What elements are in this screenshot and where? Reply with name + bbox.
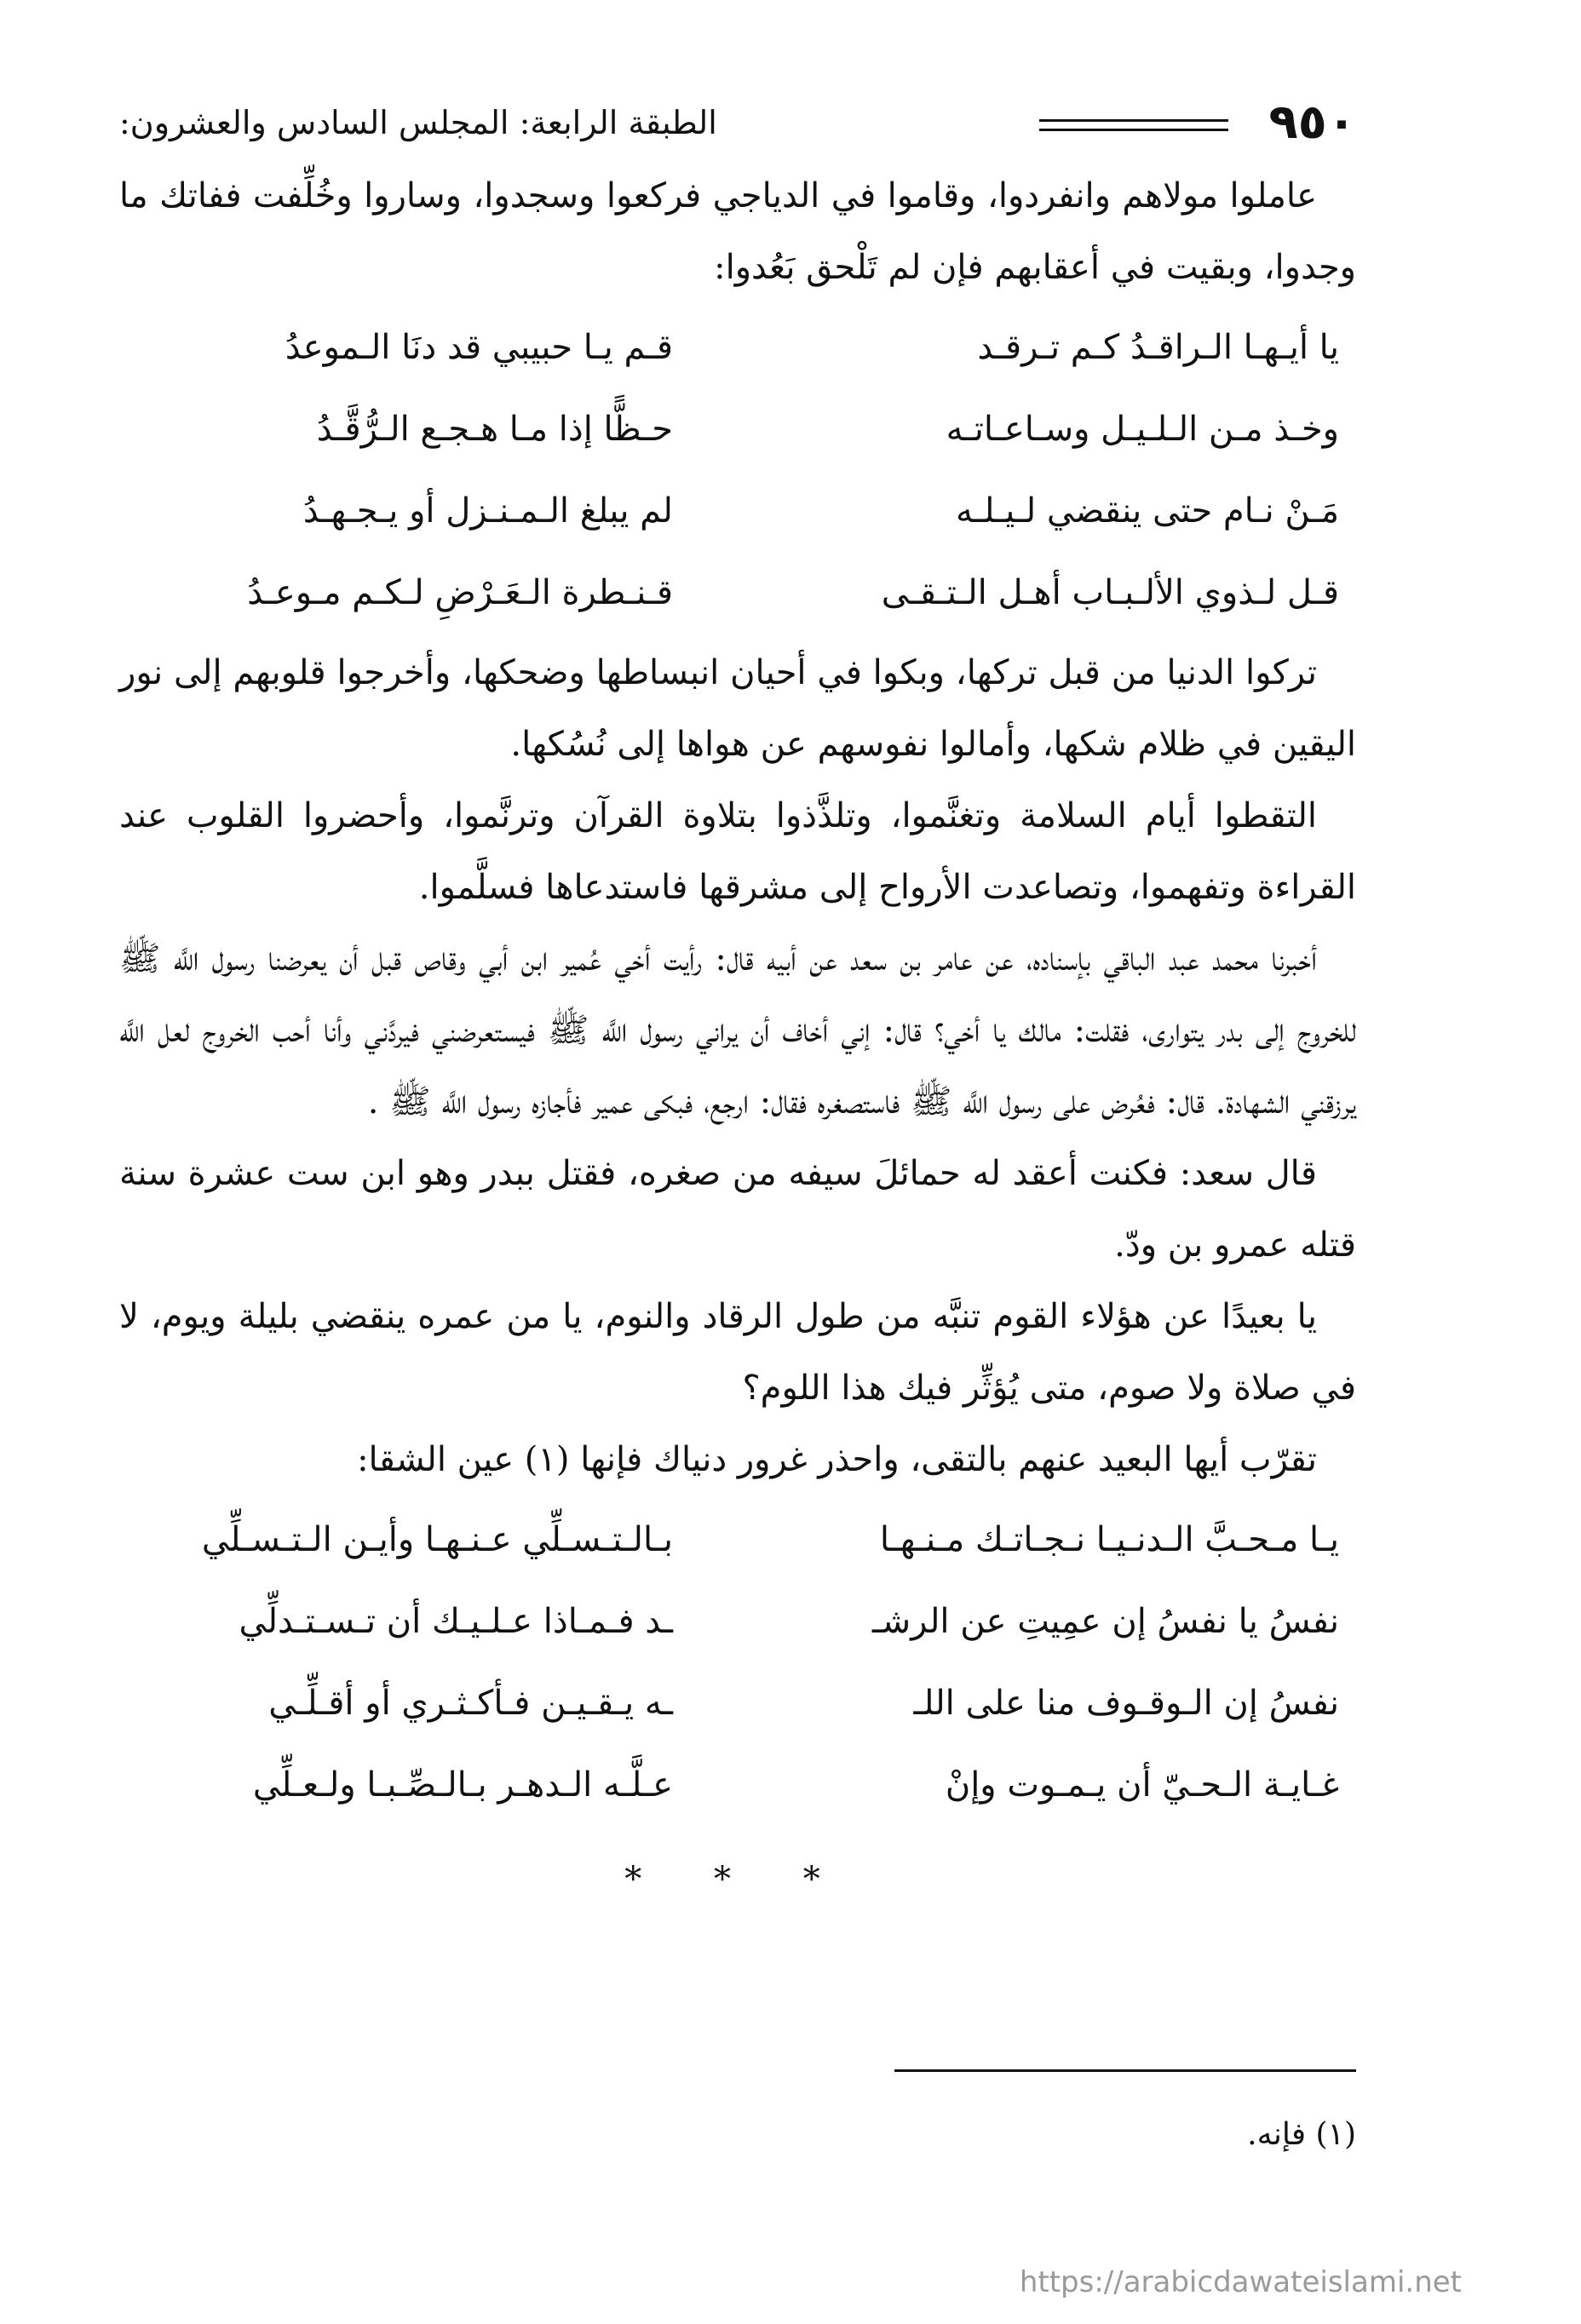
watermark-url: https://arabicdawateislami.net bbox=[1019, 2265, 1462, 2299]
verse-line bbox=[119, 1744, 1356, 1826]
footnote: (١) فإنه. bbox=[1247, 2117, 1356, 2152]
verse-second-hemistich: حـظًّا إذا مـا هـجـع الـرُّقَّـدُ bbox=[316, 410, 673, 449]
paragraph: تركوا الدنيا من قبل تركها، وبكوا في أحيان انبساطها وضحكها، وأخرجوا قلوبهم إلى نور اليقين في ظلام شكها، وأمالوا نفوسهم عن هواها إلى نُسُكها. bbox=[119, 653, 1356, 764]
verse-first-hemistich: مَـنْ نـام حتى ينقضي لـيـلـه bbox=[956, 491, 1339, 531]
verse-first-hemistich: نفسُ يا نفسُ إن عمِيتِ عن الرشـ bbox=[871, 1602, 1339, 1641]
verse-line bbox=[119, 552, 1356, 634]
header-double-rule bbox=[1039, 119, 1228, 131]
verse-second-hemistich: قـنـطرة الـعَـرْضِ لـكـم مـوعـدُ bbox=[247, 573, 673, 612]
verse-second-hemistich: عـلَّـه الـدهـر بـالـصِّـبـا ولـعـلِّي bbox=[252, 1765, 673, 1805]
verse-first-hemistich: قـل لـذوي الألـبـاب أهـل الـتـقـى bbox=[881, 573, 1339, 612]
verse-second-hemistich: ـد فـمـاذا عـلـيـك أن تـسـتـدلِّي bbox=[239, 1602, 673, 1641]
verse-line bbox=[119, 1581, 1356, 1662]
verse-first-hemistich: وخـذ مـن الـلـيـل وسـاعـاتـه bbox=[946, 410, 1339, 449]
paragraph: أخبرنا محمد عبد الباقي بإسناده، عن عامر بن سعد عن أبيه قال: رأيت أخي عُمير ابن أبي وقاص قبل أن يعرضنا رسول اللَّه ﷺ للخروج إلى بدر يتوارى، فقلت: مالك يا أخي؟ قال: إني أخاف أن يراني رسول اللَّه ﷺ فيستعرضني فيردَّني وأنا أحب الخروج لعل اللَّه يرزقني الشهادة. قال: فعُرض على رسول اللَّه ﷺ فاستصغره فقال: ارجع، فبكى عمير فأجازه رسول اللَّه ﷺ . bbox=[119, 939, 1356, 1122]
footnote-rule bbox=[894, 2069, 1356, 2072]
section-separator: * * * bbox=[624, 1860, 851, 1899]
verse-line bbox=[119, 1499, 1356, 1581]
verse-second-hemistich: قـم يـا حبيبي قد دنَا الـموعدُ bbox=[285, 328, 673, 367]
poem-block bbox=[119, 1499, 1356, 1826]
verse-first-hemistich: يـا مـحـبَّ الـدنـيـا نـجـاتـك مـنـهـا bbox=[879, 1520, 1339, 1559]
verse-line bbox=[119, 470, 1356, 552]
running-title: الطبقة الرابعة: المجلس السادس والعشرون: bbox=[119, 104, 717, 141]
verse-line bbox=[119, 307, 1356, 388]
poem-block bbox=[119, 307, 1356, 634]
verse-first-hemistich: نفسُ إن الـوقـوف منا على اللـ bbox=[913, 1684, 1339, 1723]
verse-first-hemistich: يا أيـهـا الـراقـدُ كـم تـرقـد bbox=[977, 328, 1339, 367]
paragraph: قال سعد: فكنت أعقد له حمائلَ سيفه من صغره، فقتل ببدر وهو ابن ست عشرة سنة قتله عمرو بن ودّ. bbox=[119, 1154, 1356, 1265]
verse-line bbox=[119, 388, 1356, 470]
paragraph: عاملوا مولاهم وانفردوا، وقاموا في الدياجي فركعوا وسجدوا، وساروا وخُلِّفت ففاتك ما وجدوا، وبقيت في أعقابهم فإن لم تَلْحق بَعُدوا: bbox=[119, 176, 1356, 287]
page-body bbox=[119, 160, 1356, 1899]
running-header bbox=[119, 89, 1356, 157]
verse-second-hemistich: ـه يـقـيـن فـأكـثـري أو أقـلِّـي bbox=[268, 1684, 673, 1723]
verse-second-hemistich: لم يبلغ الـمـنـزل أو يـجـهـدُ bbox=[302, 491, 673, 531]
page-number: ٩٥٠ bbox=[1268, 95, 1356, 150]
paragraph: يا بعيدًا عن هؤلاء القوم تنبَّه من طول الرقاد والنوم، يا من عمره ينقضي بليلة ويوم، لا في صلاة ولا صوم، متى يُؤثِّر فيك هذا اللوم؟ bbox=[119, 1297, 1356, 1408]
paragraph: التقطوا أيام السلامة وتغنَّموا، وتلذَّذوا بتلاوة القرآن وترنَّموا، وأحضروا القلوب عند القراءة وتفهموا، وتصاعدت الأرواح إلى مشرقها فاستدعاها فسلَّموا. bbox=[119, 796, 1356, 907]
verse-line bbox=[119, 1662, 1356, 1744]
paragraph: تقرّب أيها البعيد عنهم بالتقى، واحذر غرور دنياك فإنها (١) عين الشقا: bbox=[357, 1440, 1317, 1479]
verse-second-hemistich: بـالـتـسـلِّي عـنـهـا وأيـن الـتـسـلِّي bbox=[201, 1520, 673, 1559]
verse-first-hemistich: غـايـة الـحـيّ أن يـمـوت وإنْ bbox=[945, 1765, 1339, 1805]
